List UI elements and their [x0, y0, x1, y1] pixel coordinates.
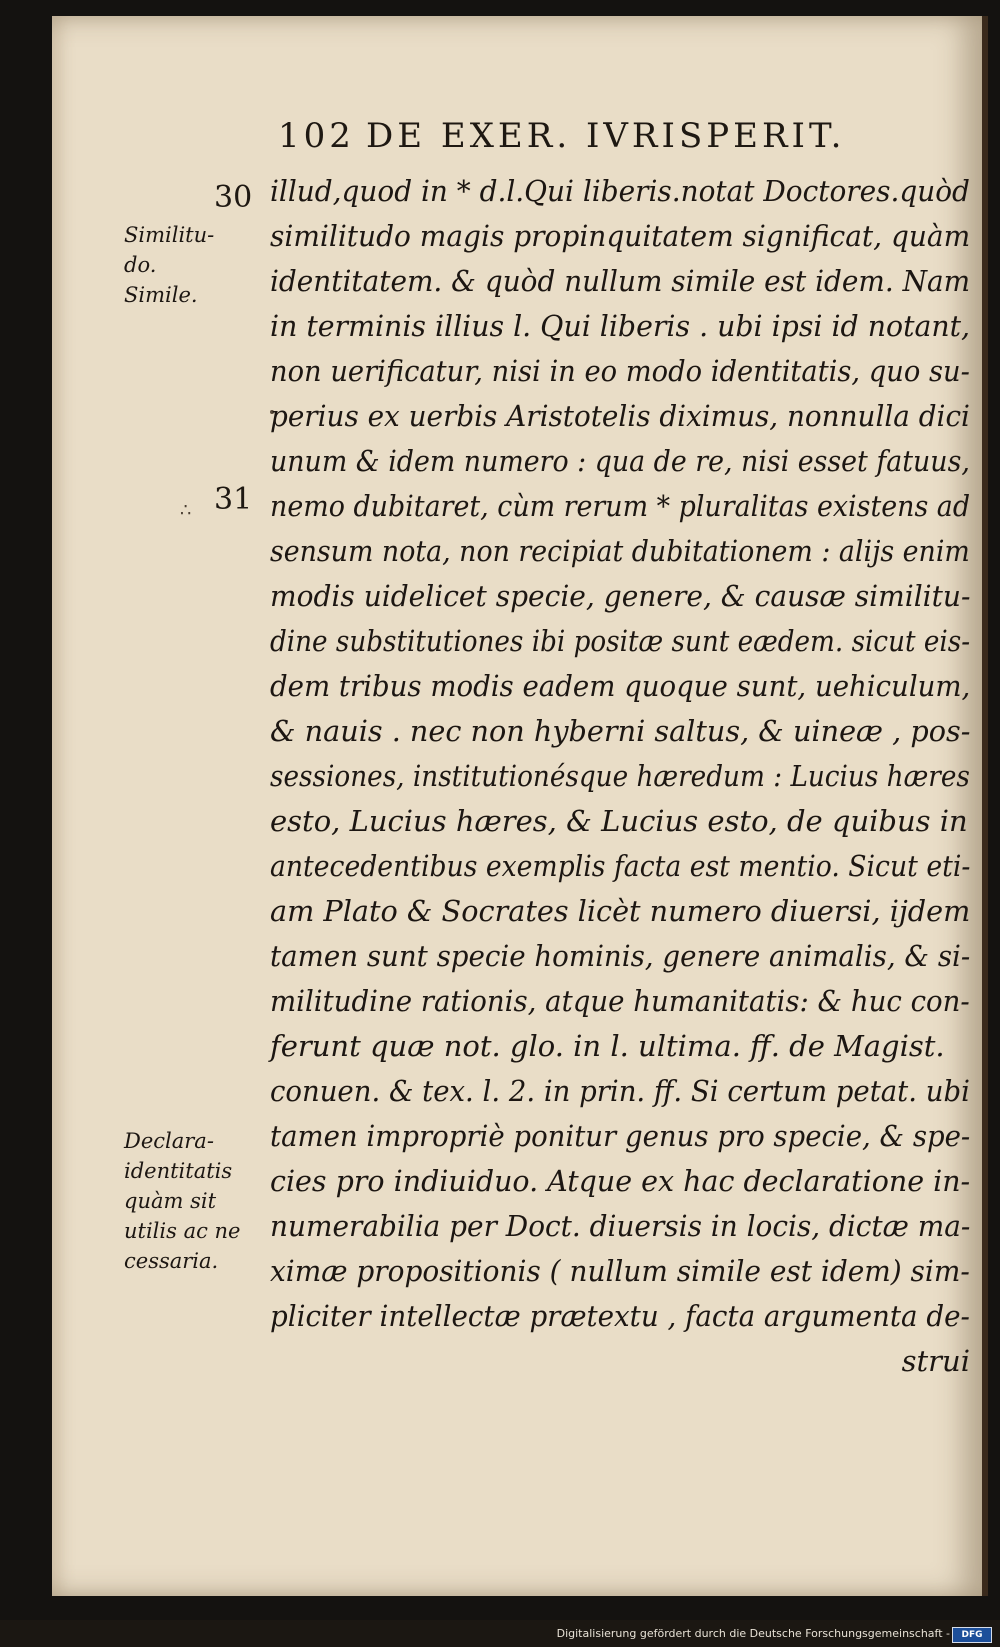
page-number: 102 — [278, 116, 355, 156]
text-line: ximæ propositionis ( nullum simile est idem) sim- — [270, 1254, 970, 1288]
dfg-logo: DFG — [952, 1627, 992, 1643]
gloss-line: Similitu- — [124, 223, 215, 247]
text-line: tamen sunt specie hominis, genere animalis, & si- — [270, 939, 971, 973]
text-line: illud,quod in * d.l.Qui liberis.notat Doctores.quòd — [270, 174, 970, 208]
catchword: strui — [901, 1344, 970, 1378]
text-line: modis uidelicet specie, genere, & causæ similitu- — [270, 579, 971, 613]
text-line: & nauis . nec non hyberni saltus, & uineæ , pos- — [270, 714, 971, 748]
line-number-30: 30 — [214, 180, 253, 215]
text-line: unum & idem numero : qua de re, nisi esset fatuus, — [270, 444, 970, 478]
text-line: pliciter intellectæ prætextu , facta argumenta de- — [270, 1299, 970, 1333]
text-line: non uerificatur, nisi in eo modo identitatis, quo su- — [270, 354, 970, 388]
text-line: militudine rationis, atque humanitatis: & huc con- — [270, 984, 970, 1018]
margin-gloss-similitudo — [124, 220, 264, 310]
running-head — [52, 116, 982, 166]
text-line: perius ex uerbis Aristotelis diximus, nonnulla dici — [270, 399, 970, 433]
text-line: ferunt quæ not. glo. in l. ultima. ff. de Magist. — [270, 1029, 945, 1063]
margin-reference-mark: ∴ — [180, 500, 192, 521]
text-line: identitatem. & quòd nullum simile est idem. Nam — [270, 264, 971, 298]
text-line: sensum nota, non recipiat dubitationem : alijs enim — [270, 534, 970, 568]
text-line: am Plato & Socrates licèt numero diuersi, ijdem — [270, 894, 971, 928]
text-line: esto, Lucius hæres, & Lucius esto, de quibus in — [270, 804, 968, 838]
text-line: tamen impropriè ponitur genus pro specie, & spe- — [270, 1119, 971, 1153]
gloss-line: do. — [124, 253, 157, 277]
text-line: dem tribus modis eadem quoque sunt, uehiculum, — [270, 669, 971, 703]
text-line: similitudo magis propinquitatem significat, quàm — [270, 219, 971, 253]
gloss-line: utilis ac ne — [124, 1219, 241, 1243]
text-line: sessiones, institutionésque hæredum : Lucius hæres — [270, 759, 970, 793]
line-number-31: 31 — [214, 482, 253, 517]
text-line: in terminis illius l. Qui liberis . ubi ipsi id notant, — [270, 309, 971, 343]
gloss-line: quàm sit — [124, 1189, 217, 1213]
text-line: dine substitutiones ibi positæ sunt eædem. sicut eis- — [270, 624, 971, 658]
text-line: cies pro indiuiduo. Atque ex hac declaratione in- — [270, 1164, 971, 1198]
book-page — [52, 16, 988, 1596]
running-title: DE EXER. IVRISPERIT. — [366, 116, 846, 156]
gloss-line: identitatis — [124, 1159, 233, 1183]
margin-gloss-declaratio — [124, 1126, 264, 1276]
text-line: numerabilia per Doct. diuersis in locis, dictæ ma- — [270, 1209, 971, 1243]
text-line: nemo dubitaret, cùm rerum * pluralitas existens ad — [270, 489, 971, 523]
gloss-line: cessaria. — [124, 1249, 219, 1273]
gloss-line: Declara- — [124, 1129, 214, 1153]
digitization-footer — [0, 1622, 1000, 1647]
gloss-line: Simile. — [124, 283, 198, 307]
text-line: antecedentibus exemplis facta est mentio. Sicut eti- — [270, 849, 971, 883]
text-line: conuen. & tex. l. 2. in prin. ff. Si certum petat. ubi — [270, 1074, 970, 1108]
funding-credit: Digitalisierung gefördert durch die Deutsche Forschungsgemeinschaft - — [556, 1627, 950, 1640]
